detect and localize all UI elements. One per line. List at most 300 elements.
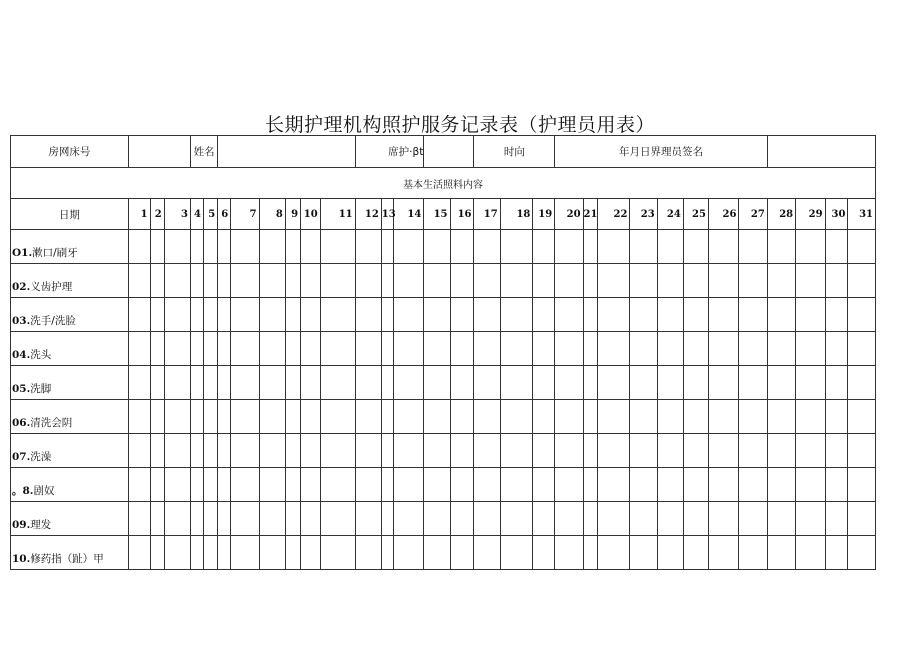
- record-cell[interactable]: [285, 468, 300, 502]
- record-cell[interactable]: [848, 264, 876, 298]
- record-cell[interactable]: [848, 332, 876, 366]
- record-cell[interactable]: [381, 468, 393, 502]
- record-cell[interactable]: [767, 332, 795, 366]
- record-cell[interactable]: [597, 332, 630, 366]
- record-cell[interactable]: [474, 332, 500, 366]
- record-cell[interactable]: [555, 400, 583, 434]
- record-cell[interactable]: [164, 502, 190, 536]
- record-cell[interactable]: [767, 434, 795, 468]
- record-cell[interactable]: [190, 468, 203, 502]
- record-cell[interactable]: [630, 468, 657, 502]
- record-cell[interactable]: [597, 468, 630, 502]
- record-cell[interactable]: [555, 230, 583, 264]
- record-cell[interactable]: [450, 366, 474, 400]
- record-cell[interactable]: [128, 400, 150, 434]
- record-cell[interactable]: [424, 230, 450, 264]
- record-cell[interactable]: [450, 502, 474, 536]
- record-cell[interactable]: [739, 264, 767, 298]
- record-cell[interactable]: [683, 502, 708, 536]
- record-cell[interactable]: [164, 298, 190, 332]
- record-cell[interactable]: [683, 230, 708, 264]
- record-cell[interactable]: [231, 298, 259, 332]
- record-cell[interactable]: [848, 468, 876, 502]
- record-cell[interactable]: [128, 230, 150, 264]
- record-cell[interactable]: [320, 434, 355, 468]
- record-cell[interactable]: [450, 400, 474, 434]
- record-cell[interactable]: [796, 536, 825, 570]
- record-cell[interactable]: [355, 400, 381, 434]
- record-cell[interactable]: [739, 298, 767, 332]
- record-cell[interactable]: [424, 400, 450, 434]
- record-cell[interactable]: [301, 468, 321, 502]
- record-cell[interactable]: [218, 468, 231, 502]
- record-cell[interactable]: [630, 366, 657, 400]
- record-cell[interactable]: [500, 366, 533, 400]
- record-cell[interactable]: [128, 298, 150, 332]
- record-cell[interactable]: [259, 434, 285, 468]
- record-cell[interactable]: [150, 298, 164, 332]
- record-cell[interactable]: [583, 332, 597, 366]
- record-cell[interactable]: [848, 366, 876, 400]
- record-cell[interactable]: [683, 400, 708, 434]
- record-cell[interactable]: [393, 366, 424, 400]
- record-cell[interactable]: [597, 536, 630, 570]
- record-cell[interactable]: [657, 298, 683, 332]
- record-cell[interactable]: [231, 468, 259, 502]
- record-cell[interactable]: [739, 536, 767, 570]
- record-cell[interactable]: [630, 332, 657, 366]
- record-cell[interactable]: [500, 434, 533, 468]
- record-cell[interactable]: [848, 536, 876, 570]
- record-cell[interactable]: [320, 366, 355, 400]
- record-cell[interactable]: [381, 502, 393, 536]
- record-cell[interactable]: [583, 434, 597, 468]
- record-cell[interactable]: [424, 366, 450, 400]
- record-cell[interactable]: [500, 536, 533, 570]
- record-cell[interactable]: [424, 502, 450, 536]
- record-cell[interactable]: [533, 264, 555, 298]
- record-cell[interactable]: [301, 230, 321, 264]
- record-cell[interactable]: [231, 366, 259, 400]
- record-cell[interactable]: [231, 332, 259, 366]
- record-cell[interactable]: [190, 502, 203, 536]
- record-cell[interactable]: [450, 468, 474, 502]
- record-cell[interactable]: [825, 502, 848, 536]
- record-cell[interactable]: [825, 366, 848, 400]
- record-cell[interactable]: [583, 230, 597, 264]
- record-cell[interactable]: [708, 536, 739, 570]
- record-cell[interactable]: [190, 230, 203, 264]
- record-cell[interactable]: [500, 264, 533, 298]
- record-cell[interactable]: [708, 230, 739, 264]
- record-cell[interactable]: [796, 434, 825, 468]
- record-cell[interactable]: [393, 434, 424, 468]
- record-cell[interactable]: [301, 502, 321, 536]
- record-cell[interactable]: [190, 366, 203, 400]
- record-cell[interactable]: [474, 298, 500, 332]
- record-cell[interactable]: [474, 264, 500, 298]
- record-cell[interactable]: [500, 468, 533, 502]
- record-cell[interactable]: [204, 468, 218, 502]
- record-cell[interactable]: [583, 502, 597, 536]
- record-cell[interactable]: [533, 400, 555, 434]
- record-cell[interactable]: [739, 332, 767, 366]
- record-cell[interactable]: [825, 298, 848, 332]
- record-cell[interactable]: [218, 366, 231, 400]
- record-cell[interactable]: [150, 468, 164, 502]
- record-cell[interactable]: [381, 298, 393, 332]
- record-cell[interactable]: [683, 264, 708, 298]
- record-cell[interactable]: [739, 502, 767, 536]
- record-cell[interactable]: [474, 230, 500, 264]
- record-cell[interactable]: [320, 230, 355, 264]
- record-cell[interactable]: [657, 366, 683, 400]
- record-cell[interactable]: [381, 400, 393, 434]
- record-cell[interactable]: [259, 332, 285, 366]
- record-cell[interactable]: [128, 502, 150, 536]
- record-cell[interactable]: [474, 536, 500, 570]
- record-cell[interactable]: [583, 468, 597, 502]
- record-cell[interactable]: [259, 230, 285, 264]
- record-cell[interactable]: [555, 366, 583, 400]
- record-cell[interactable]: [164, 434, 190, 468]
- record-cell[interactable]: [767, 230, 795, 264]
- record-cell[interactable]: [555, 434, 583, 468]
- record-cell[interactable]: [393, 298, 424, 332]
- record-cell[interactable]: [533, 468, 555, 502]
- record-cell[interactable]: [683, 536, 708, 570]
- record-cell[interactable]: [450, 332, 474, 366]
- care-level-field[interactable]: [424, 136, 474, 168]
- record-cell[interactable]: [450, 434, 474, 468]
- record-cell[interactable]: [393, 230, 424, 264]
- record-cell[interactable]: [285, 536, 300, 570]
- record-cell[interactable]: [150, 332, 164, 366]
- room-bed-field[interactable]: [128, 136, 190, 168]
- record-cell[interactable]: [683, 366, 708, 400]
- record-cell[interactable]: [533, 298, 555, 332]
- record-cell[interactable]: [500, 230, 533, 264]
- record-cell[interactable]: [285, 264, 300, 298]
- record-cell[interactable]: [285, 400, 300, 434]
- record-cell[interactable]: [285, 230, 300, 264]
- record-cell[interactable]: [231, 230, 259, 264]
- record-cell[interactable]: [848, 298, 876, 332]
- record-cell[interactable]: [218, 400, 231, 434]
- record-cell[interactable]: [164, 536, 190, 570]
- record-cell[interactable]: [320, 298, 355, 332]
- record-cell[interactable]: [128, 332, 150, 366]
- record-cell[interactable]: [583, 264, 597, 298]
- record-cell[interactable]: [739, 468, 767, 502]
- record-cell[interactable]: [708, 366, 739, 400]
- record-cell[interactable]: [630, 230, 657, 264]
- record-cell[interactable]: [657, 230, 683, 264]
- record-cell[interactable]: [424, 468, 450, 502]
- record-cell[interactable]: [301, 366, 321, 400]
- record-cell[interactable]: [424, 536, 450, 570]
- record-cell[interactable]: [355, 366, 381, 400]
- record-cell[interactable]: [424, 434, 450, 468]
- record-cell[interactable]: [285, 332, 300, 366]
- record-cell[interactable]: [848, 502, 876, 536]
- record-cell[interactable]: [204, 400, 218, 434]
- record-cell[interactable]: [708, 332, 739, 366]
- record-cell[interactable]: [381, 332, 393, 366]
- record-cell[interactable]: [796, 468, 825, 502]
- record-cell[interactable]: [259, 400, 285, 434]
- record-cell[interactable]: [285, 366, 300, 400]
- record-cell[interactable]: [796, 264, 825, 298]
- record-cell[interactable]: [301, 264, 321, 298]
- record-cell[interactable]: [204, 536, 218, 570]
- record-cell[interactable]: [128, 536, 150, 570]
- record-cell[interactable]: [583, 366, 597, 400]
- record-cell[interactable]: [500, 400, 533, 434]
- record-cell[interactable]: [533, 366, 555, 400]
- record-cell[interactable]: [767, 400, 795, 434]
- record-cell[interactable]: [474, 366, 500, 400]
- record-cell[interactable]: [597, 366, 630, 400]
- record-cell[interactable]: [285, 434, 300, 468]
- record-cell[interactable]: [630, 502, 657, 536]
- record-cell[interactable]: [630, 298, 657, 332]
- record-cell[interactable]: [825, 400, 848, 434]
- record-cell[interactable]: [825, 230, 848, 264]
- record-cell[interactable]: [259, 298, 285, 332]
- record-cell[interactable]: [424, 298, 450, 332]
- record-cell[interactable]: [825, 536, 848, 570]
- record-cell[interactable]: [848, 400, 876, 434]
- record-cell[interactable]: [190, 434, 203, 468]
- record-cell[interactable]: [450, 264, 474, 298]
- record-cell[interactable]: [204, 332, 218, 366]
- record-cell[interactable]: [218, 230, 231, 264]
- record-cell[interactable]: [630, 434, 657, 468]
- record-cell[interactable]: [355, 468, 381, 502]
- record-cell[interactable]: [393, 536, 424, 570]
- record-cell[interactable]: [533, 434, 555, 468]
- record-cell[interactable]: [796, 332, 825, 366]
- record-cell[interactable]: [533, 502, 555, 536]
- record-cell[interactable]: [218, 434, 231, 468]
- record-cell[interactable]: [301, 400, 321, 434]
- record-cell[interactable]: [630, 400, 657, 434]
- record-cell[interactable]: [164, 400, 190, 434]
- record-cell[interactable]: [285, 298, 300, 332]
- record-cell[interactable]: [796, 502, 825, 536]
- record-cell[interactable]: [259, 264, 285, 298]
- record-cell[interactable]: [555, 468, 583, 502]
- record-cell[interactable]: [393, 332, 424, 366]
- record-cell[interactable]: [218, 298, 231, 332]
- record-cell[interactable]: [164, 332, 190, 366]
- record-cell[interactable]: [767, 536, 795, 570]
- record-cell[interactable]: [474, 434, 500, 468]
- record-cell[interactable]: [630, 536, 657, 570]
- record-cell[interactable]: [128, 264, 150, 298]
- record-cell[interactable]: [739, 366, 767, 400]
- record-cell[interactable]: [164, 264, 190, 298]
- record-cell[interactable]: [583, 298, 597, 332]
- record-cell[interactable]: [739, 434, 767, 468]
- record-cell[interactable]: [150, 400, 164, 434]
- record-cell[interactable]: [190, 536, 203, 570]
- record-cell[interactable]: [320, 502, 355, 536]
- record-cell[interactable]: [190, 264, 203, 298]
- record-cell[interactable]: [381, 230, 393, 264]
- record-cell[interactable]: [767, 366, 795, 400]
- record-cell[interactable]: [218, 536, 231, 570]
- record-cell[interactable]: [555, 264, 583, 298]
- record-cell[interactable]: [128, 434, 150, 468]
- record-cell[interactable]: [848, 230, 876, 264]
- record-cell[interactable]: [190, 332, 203, 366]
- record-cell[interactable]: [796, 400, 825, 434]
- record-cell[interactable]: [597, 264, 630, 298]
- record-cell[interactable]: [683, 332, 708, 366]
- record-cell[interactable]: [657, 536, 683, 570]
- record-cell[interactable]: [355, 264, 381, 298]
- record-cell[interactable]: [825, 434, 848, 468]
- record-cell[interactable]: [683, 468, 708, 502]
- record-cell[interactable]: [320, 536, 355, 570]
- record-cell[interactable]: [500, 298, 533, 332]
- record-cell[interactable]: [657, 400, 683, 434]
- record-cell[interactable]: [204, 298, 218, 332]
- record-cell[interactable]: [231, 434, 259, 468]
- record-cell[interactable]: [500, 502, 533, 536]
- record-cell[interactable]: [767, 468, 795, 502]
- record-cell[interactable]: [796, 366, 825, 400]
- record-cell[interactable]: [301, 332, 321, 366]
- record-cell[interactable]: [231, 536, 259, 570]
- record-cell[interactable]: [848, 434, 876, 468]
- record-cell[interactable]: [164, 468, 190, 502]
- record-cell[interactable]: [474, 468, 500, 502]
- record-cell[interactable]: [450, 298, 474, 332]
- record-cell[interactable]: [683, 298, 708, 332]
- record-cell[interactable]: [825, 468, 848, 502]
- record-cell[interactable]: [555, 536, 583, 570]
- record-cell[interactable]: [218, 264, 231, 298]
- record-cell[interactable]: [533, 230, 555, 264]
- record-cell[interactable]: [301, 298, 321, 332]
- record-cell[interactable]: [218, 502, 231, 536]
- record-cell[interactable]: [355, 332, 381, 366]
- record-cell[interactable]: [150, 366, 164, 400]
- record-cell[interactable]: [555, 332, 583, 366]
- record-cell[interactable]: [150, 230, 164, 264]
- record-cell[interactable]: [381, 366, 393, 400]
- record-cell[interactable]: [190, 400, 203, 434]
- record-cell[interactable]: [708, 502, 739, 536]
- record-cell[interactable]: [301, 434, 321, 468]
- record-cell[interactable]: [630, 264, 657, 298]
- record-cell[interactable]: [381, 434, 393, 468]
- record-cell[interactable]: [259, 366, 285, 400]
- record-cell[interactable]: [657, 502, 683, 536]
- record-cell[interactable]: [164, 230, 190, 264]
- record-cell[interactable]: [597, 400, 630, 434]
- record-cell[interactable]: [164, 366, 190, 400]
- record-cell[interactable]: [474, 400, 500, 434]
- record-cell[interactable]: [450, 230, 474, 264]
- record-cell[interactable]: [739, 400, 767, 434]
- record-cell[interactable]: [204, 434, 218, 468]
- record-cell[interactable]: [500, 332, 533, 366]
- record-cell[interactable]: [320, 400, 355, 434]
- record-cell[interactable]: [393, 264, 424, 298]
- record-cell[interactable]: [381, 536, 393, 570]
- record-cell[interactable]: [355, 536, 381, 570]
- record-cell[interactable]: [259, 536, 285, 570]
- record-cell[interactable]: [231, 264, 259, 298]
- record-cell[interactable]: [657, 434, 683, 468]
- record-cell[interactable]: [708, 400, 739, 434]
- record-cell[interactable]: [150, 264, 164, 298]
- record-cell[interactable]: [657, 468, 683, 502]
- record-cell[interactable]: [231, 502, 259, 536]
- record-cell[interactable]: [583, 400, 597, 434]
- record-cell[interactable]: [204, 366, 218, 400]
- record-cell[interactable]: [597, 434, 630, 468]
- record-cell[interactable]: [393, 468, 424, 502]
- record-cell[interactable]: [739, 230, 767, 264]
- record-cell[interactable]: [218, 332, 231, 366]
- record-cell[interactable]: [204, 502, 218, 536]
- record-cell[interactable]: [355, 502, 381, 536]
- record-cell[interactable]: [825, 332, 848, 366]
- record-cell[interactable]: [301, 536, 321, 570]
- record-cell[interactable]: [150, 502, 164, 536]
- record-cell[interactable]: [259, 468, 285, 502]
- record-cell[interactable]: [796, 230, 825, 264]
- record-cell[interactable]: [128, 366, 150, 400]
- record-cell[interactable]: [190, 298, 203, 332]
- record-cell[interactable]: [708, 298, 739, 332]
- record-cell[interactable]: [424, 264, 450, 298]
- record-cell[interactable]: [767, 264, 795, 298]
- record-cell[interactable]: [555, 502, 583, 536]
- record-cell[interactable]: [597, 298, 630, 332]
- name-field[interactable]: [218, 136, 355, 168]
- record-cell[interactable]: [320, 468, 355, 502]
- record-cell[interactable]: [767, 502, 795, 536]
- record-cell[interactable]: [796, 298, 825, 332]
- record-cell[interactable]: [355, 434, 381, 468]
- record-cell[interactable]: [533, 536, 555, 570]
- record-cell[interactable]: [597, 230, 630, 264]
- record-cell[interactable]: [474, 502, 500, 536]
- record-cell[interactable]: [683, 434, 708, 468]
- record-cell[interactable]: [150, 434, 164, 468]
- record-cell[interactable]: [450, 536, 474, 570]
- record-cell[interactable]: [204, 230, 218, 264]
- record-cell[interactable]: [231, 400, 259, 434]
- record-cell[interactable]: [320, 332, 355, 366]
- record-cell[interactable]: [708, 264, 739, 298]
- record-cell[interactable]: [583, 536, 597, 570]
- record-cell[interactable]: [259, 502, 285, 536]
- record-cell[interactable]: [128, 468, 150, 502]
- record-cell[interactable]: [597, 502, 630, 536]
- record-cell[interactable]: [708, 468, 739, 502]
- record-cell[interactable]: [355, 230, 381, 264]
- record-cell[interactable]: [708, 434, 739, 468]
- record-cell[interactable]: [767, 298, 795, 332]
- record-cell[interactable]: [555, 298, 583, 332]
